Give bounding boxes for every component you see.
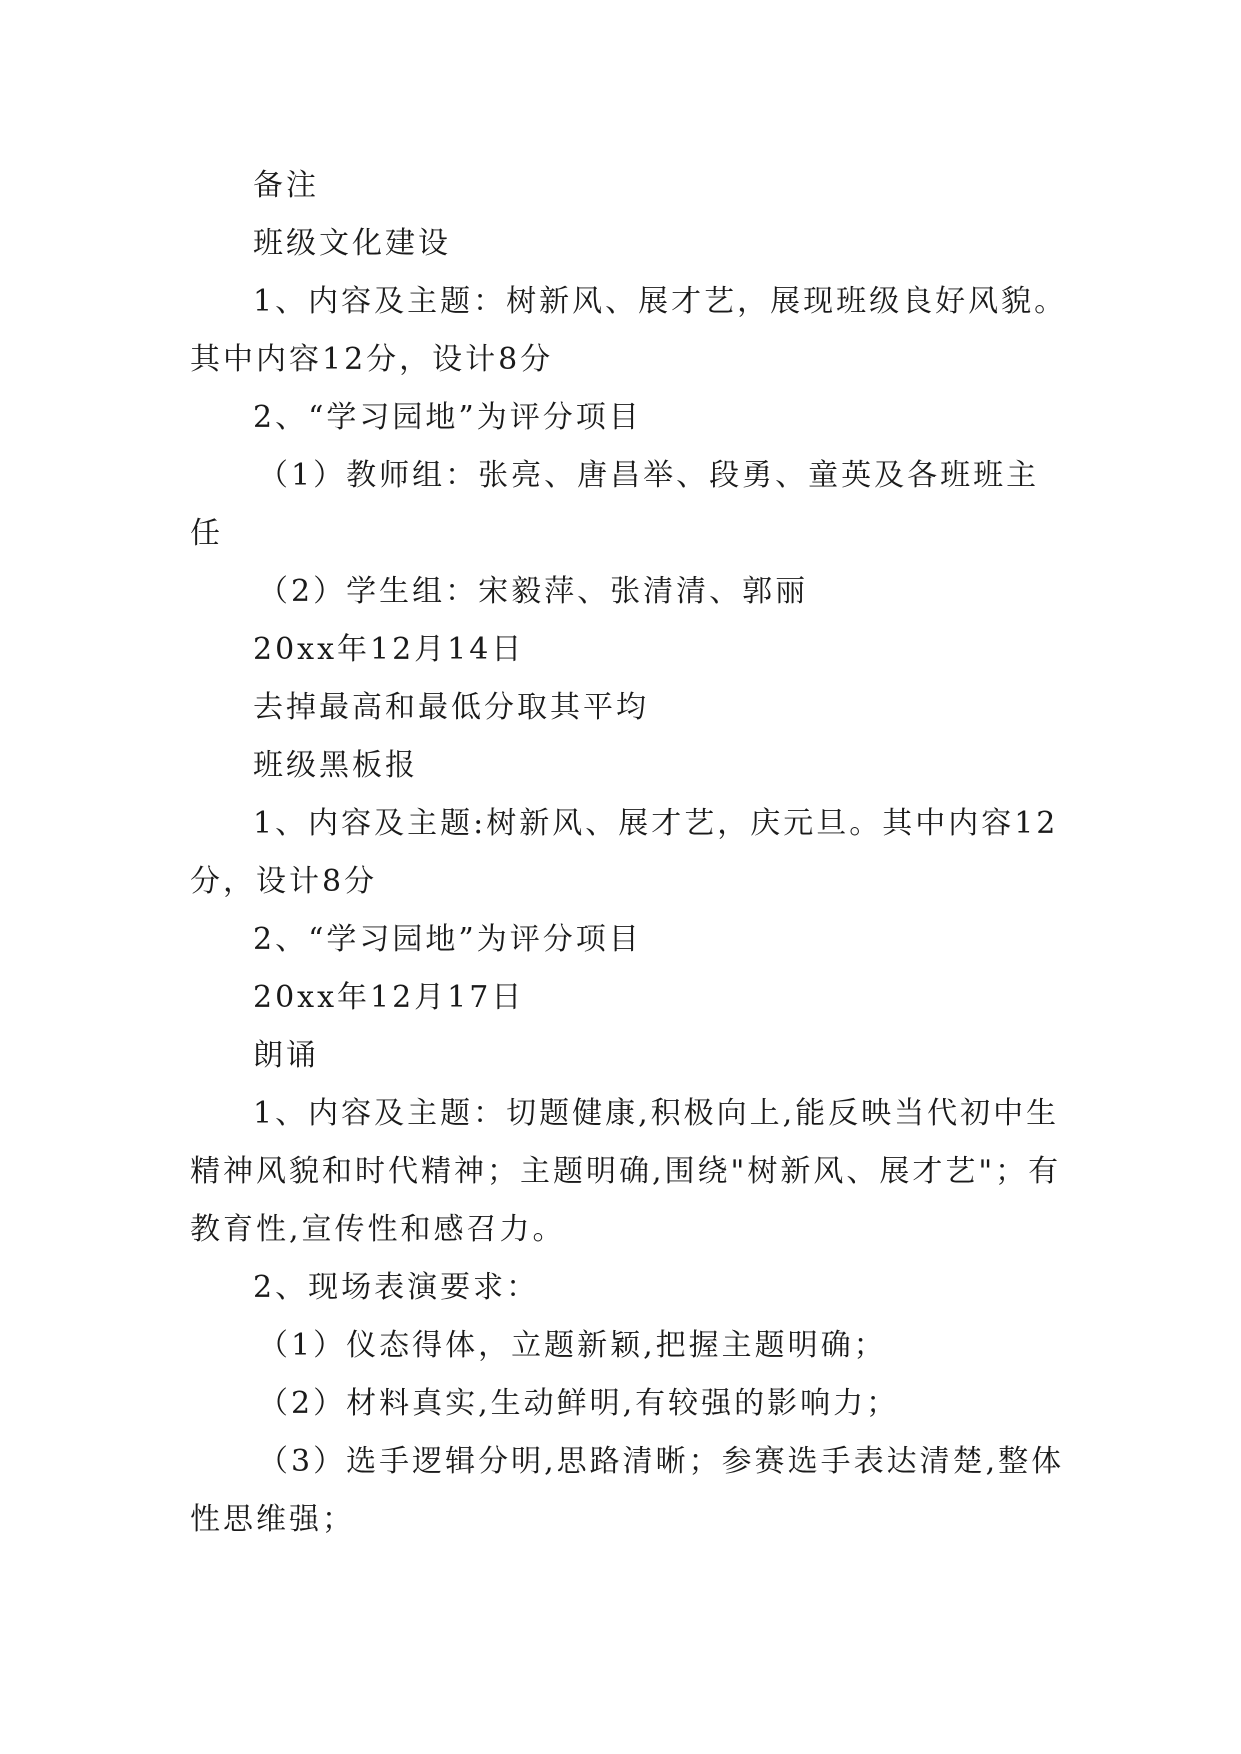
paragraph-date-1: 20xx年12月14日 xyxy=(253,632,525,667)
paragraph-performance-requirements: 2、现场表演要求： xyxy=(253,1270,540,1305)
paragraph-student-group: （2）学生组：宋毅萍、张清清、郭丽 xyxy=(258,574,809,609)
paragraph-recitation-content: 1、内容及主题：切题健康,积极向上,能反映当代初中生精神风貌和时代精神；主题明确,围绕"树新风、展才艺"；有教育性,宣传性和感召力。 xyxy=(190,1096,1062,1247)
heading-class-culture: 班级文化建设 xyxy=(253,226,451,261)
document-body xyxy=(190,157,1070,1549)
paragraph-scoring-rule: 去掉最高和最低分取其平均 xyxy=(253,690,649,725)
paragraph-blackboard-item: 2、“学习园地”为评分项目 xyxy=(253,922,642,957)
paragraph-requirement-2: （2）材料真实,生动鲜明,有较强的影响力； xyxy=(258,1386,900,1421)
paragraph-requirement-1: （1）仪态得体，立题新颖,把握主题明确； xyxy=(258,1328,887,1363)
paragraph-requirement-3: （3）选手逻辑分明,思路清晰；参赛选手表达清楚,整体性思维强； xyxy=(190,1444,1065,1537)
heading-recitation: 朗诵 xyxy=(253,1038,319,1073)
heading-blackboard: 班级黑板报 xyxy=(253,748,418,783)
paragraph-culture-item: 2、“学习园地”为评分项目 xyxy=(253,400,642,435)
paragraph-teacher-group: （1）教师组：张亮、唐昌举、段勇、童英及各班班主任 xyxy=(190,458,1040,551)
paragraph-remark: 备注 xyxy=(253,168,319,203)
paragraph-blackboard-content: 1、内容及主题:树新风、展才艺，庆元旦。其中内容12分，设计8分 xyxy=(190,806,1059,899)
paragraph-date-2: 20xx年12月17日 xyxy=(253,980,525,1015)
paragraph-culture-content: 1、内容及主题：树新风、展才艺，展现班级良好风貌。其中内容12分，设计8分 xyxy=(190,284,1068,377)
